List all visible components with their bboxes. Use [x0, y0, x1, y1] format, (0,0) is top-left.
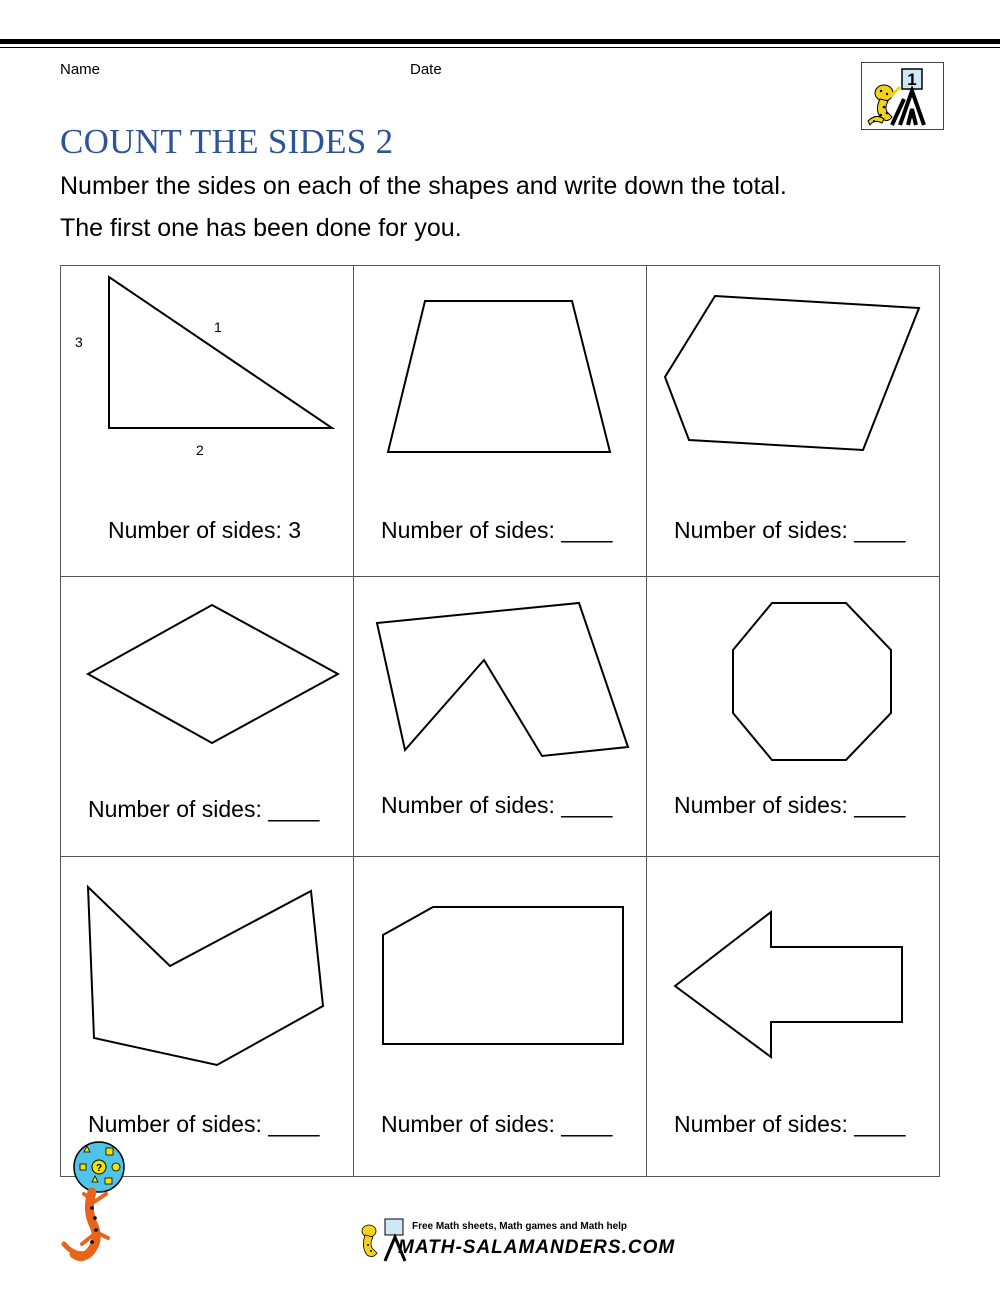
shape-cell-3 [647, 266, 939, 577]
sides-count-label: Number of sides: 3 [108, 517, 302, 543]
header-rule-thin [0, 47, 1000, 48]
shape-cell-2 [354, 266, 647, 577]
sides-count-label: Number of sides: ____ [88, 1111, 320, 1137]
shape-cell-9 [647, 857, 939, 1176]
grade-logo [861, 62, 944, 130]
shape-cell-1 [61, 266, 354, 577]
sides-count-label: Number of sides: ____ [674, 1111, 906, 1137]
name-label: Name [60, 61, 101, 78]
date-label: Date [410, 61, 442, 78]
page-title: COUNT THE SIDES 2 [60, 122, 394, 161]
salamander-globe-mascot-icon [56, 1140, 128, 1264]
sides-count-label: Number of sides: ____ [381, 792, 613, 818]
sides-count-label: Number of sides: ____ [381, 1111, 613, 1137]
shapes-grid [60, 265, 940, 1177]
salamander-easel-icon [862, 63, 943, 129]
shape-cell-7 [61, 857, 354, 1176]
shape-cell-5 [354, 577, 647, 857]
side-number-2: 2 [196, 442, 204, 458]
side-number-3: 3 [75, 334, 83, 350]
shape-cell-4 [61, 577, 354, 857]
sides-count-label: Number of sides: ____ [88, 796, 320, 822]
footer-tagline: Free Math sheets, Math games and Math help [412, 1221, 628, 1232]
instruction-line-2: The first one has been done for you. [60, 214, 462, 242]
sides-count-label: Number of sides: ____ [674, 792, 906, 818]
shape-cell-6 [647, 577, 939, 857]
header-rule-thick [0, 39, 1000, 44]
sides-count-label: Number of sides: ____ [381, 517, 613, 543]
svg-text:?: ? [95, 1163, 103, 1174]
sides-count-label: Number of sides: ____ [674, 517, 906, 543]
side-number-1: 1 [214, 319, 222, 335]
shape-cell-8 [354, 857, 647, 1176]
footer-site-link[interactable]: MATH-SALAMANDERS.COM [398, 1237, 676, 1258]
grade-badge: 1 [907, 70, 917, 89]
instruction-line-1: Number the sides on each of the shapes and write down the total. [60, 172, 787, 200]
